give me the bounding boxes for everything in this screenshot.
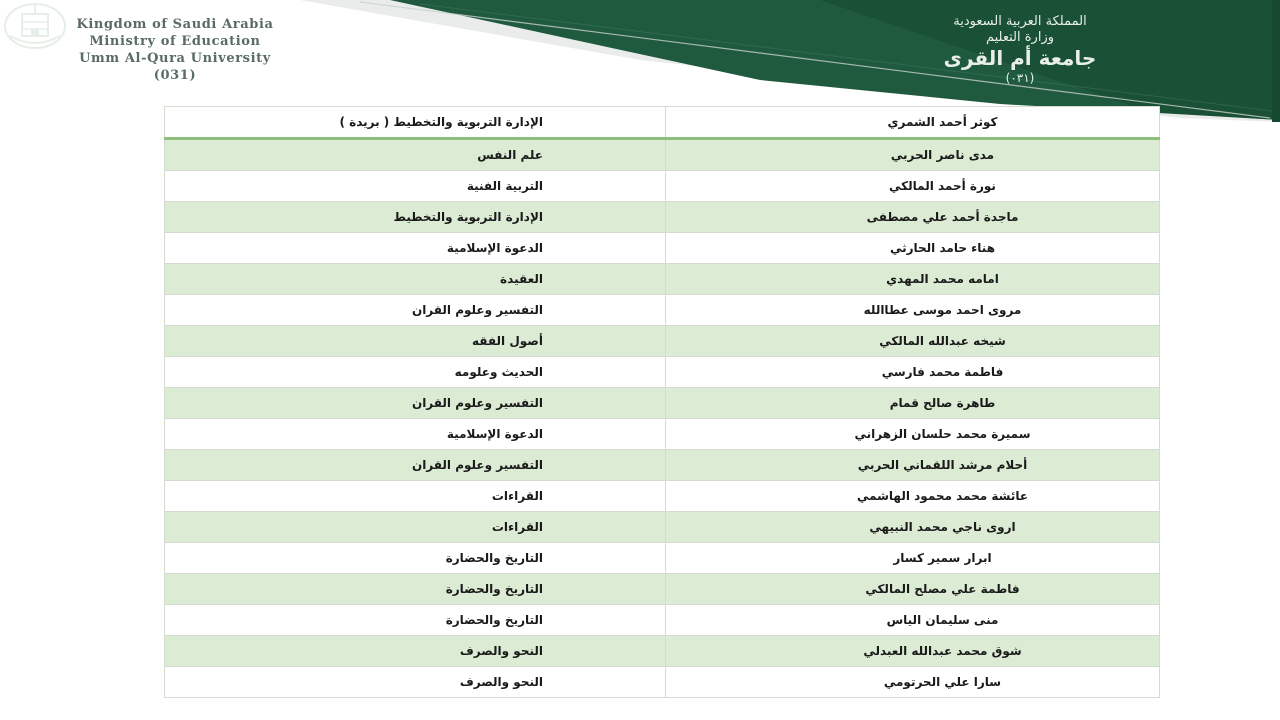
- department-cell: الحديث وعلومه: [165, 357, 666, 388]
- table-row: [165, 419, 1160, 450]
- page-header: [0, 0, 1280, 122]
- table-row: [165, 512, 1160, 543]
- table-row: [165, 139, 1160, 171]
- arabic-line-university: جامعة أم القرى: [943, 46, 1097, 70]
- department-cell: التاريخ والحضارة: [165, 574, 666, 605]
- arabic-letterhead: [900, 14, 1140, 86]
- staff-name-cell: ابرار سمير كسار: [666, 543, 1160, 574]
- staff-name-cell: امامه محمد المهدي: [666, 264, 1160, 295]
- department-cell: التربية الفنية: [165, 171, 666, 202]
- staff-name-cell: أحلام مرشد اللقماني الحربي: [666, 450, 1160, 481]
- table-row: [165, 295, 1160, 326]
- table-row: [165, 605, 1160, 636]
- department-cell: الدعوة الإسلامية: [165, 419, 666, 450]
- table-row: [165, 543, 1160, 574]
- table-row: [165, 171, 1160, 202]
- department-cell: الإدارة التربوية والتخطيط: [165, 202, 666, 233]
- department-cell: الدعوة الإسلامية: [165, 233, 666, 264]
- staff-name-cell: مروى احمد موسى عطاالله: [666, 295, 1160, 326]
- staff-name-cell: مدى ناصر الحربي: [666, 139, 1160, 171]
- table-row: [165, 574, 1160, 605]
- department-cell: النحو والصرف: [165, 667, 666, 698]
- table-row: [165, 107, 1160, 139]
- department-cell: الإدارة التربوية والتخطيط ( بريدة ): [165, 107, 666, 139]
- table-row: [165, 667, 1160, 698]
- table-row: [165, 450, 1160, 481]
- staff-name-cell: شيخه عبدالله المالكي: [666, 326, 1160, 357]
- arabic-line-code: (٠٣١): [1005, 71, 1035, 85]
- staff-name-cell: نورة أحمد المالكي: [666, 171, 1160, 202]
- staff-name-cell: ماجدة أحمد علي مصطفى: [666, 202, 1160, 233]
- arabic-line-ministry: وزارة التعليم: [985, 30, 1055, 45]
- arabic-line-country: المملكة العربية السعودية: [953, 14, 1087, 29]
- table-row: [165, 202, 1160, 233]
- staff-name-cell: فاطمة محمد فارسي: [666, 357, 1160, 388]
- department-cell: التفسير وعلوم القران: [165, 450, 666, 481]
- staff-name-cell: كوثر أحمد الشمري: [666, 107, 1160, 139]
- table-row: [165, 481, 1160, 512]
- table-row: [165, 636, 1160, 667]
- department-cell: التاريخ والحضارة: [165, 543, 666, 574]
- staff-name-cell: سميرة محمد حلسان الزهراني: [666, 419, 1160, 450]
- staff-table: [164, 106, 1031, 698]
- staff-name-cell: شوق محمد عبدالله العبدلي: [666, 636, 1160, 667]
- english-line-code: (031): [153, 68, 197, 83]
- university-emblem-icon: [0, 0, 70, 52]
- department-cell: النحو والصرف: [165, 636, 666, 667]
- staff-name-cell: منى سليمان الياس: [666, 605, 1160, 636]
- department-cell: علم النفس: [165, 139, 666, 171]
- staff-name-cell: طاهرة صالح قمام: [666, 388, 1160, 419]
- table-row: [165, 326, 1160, 357]
- english-line-university: Umm Al-Qura University: [79, 51, 271, 66]
- department-cell: القراءات: [165, 481, 666, 512]
- english-letterhead: [40, 16, 310, 84]
- english-line-country: Kingdom of Saudi Arabia: [76, 17, 274, 32]
- staff-name-cell: فاطمة علي مصلح المالكي: [666, 574, 1160, 605]
- department-cell: التاريخ والحضارة: [165, 605, 666, 636]
- department-cell: التفسير وعلوم القران: [165, 295, 666, 326]
- staff-name-cell: عائشة محمد محمود الهاشمي: [666, 481, 1160, 512]
- table-row: [165, 388, 1160, 419]
- department-cell: العقيدة: [165, 264, 666, 295]
- staff-name-cell: هناء حامد الحارثي: [666, 233, 1160, 264]
- department-cell: التفسير وعلوم القران: [165, 388, 666, 419]
- department-cell: أصول الفقه: [165, 326, 666, 357]
- table-row: [165, 264, 1160, 295]
- english-line-ministry: Ministry of Education: [89, 34, 261, 49]
- table-row: [165, 233, 1160, 264]
- department-cell: القراءات: [165, 512, 666, 543]
- staff-name-cell: سارا علي الحرتومي: [666, 667, 1160, 698]
- table-row: [165, 357, 1160, 388]
- staff-name-cell: اروى ناجي محمد النبيهي: [666, 512, 1160, 543]
